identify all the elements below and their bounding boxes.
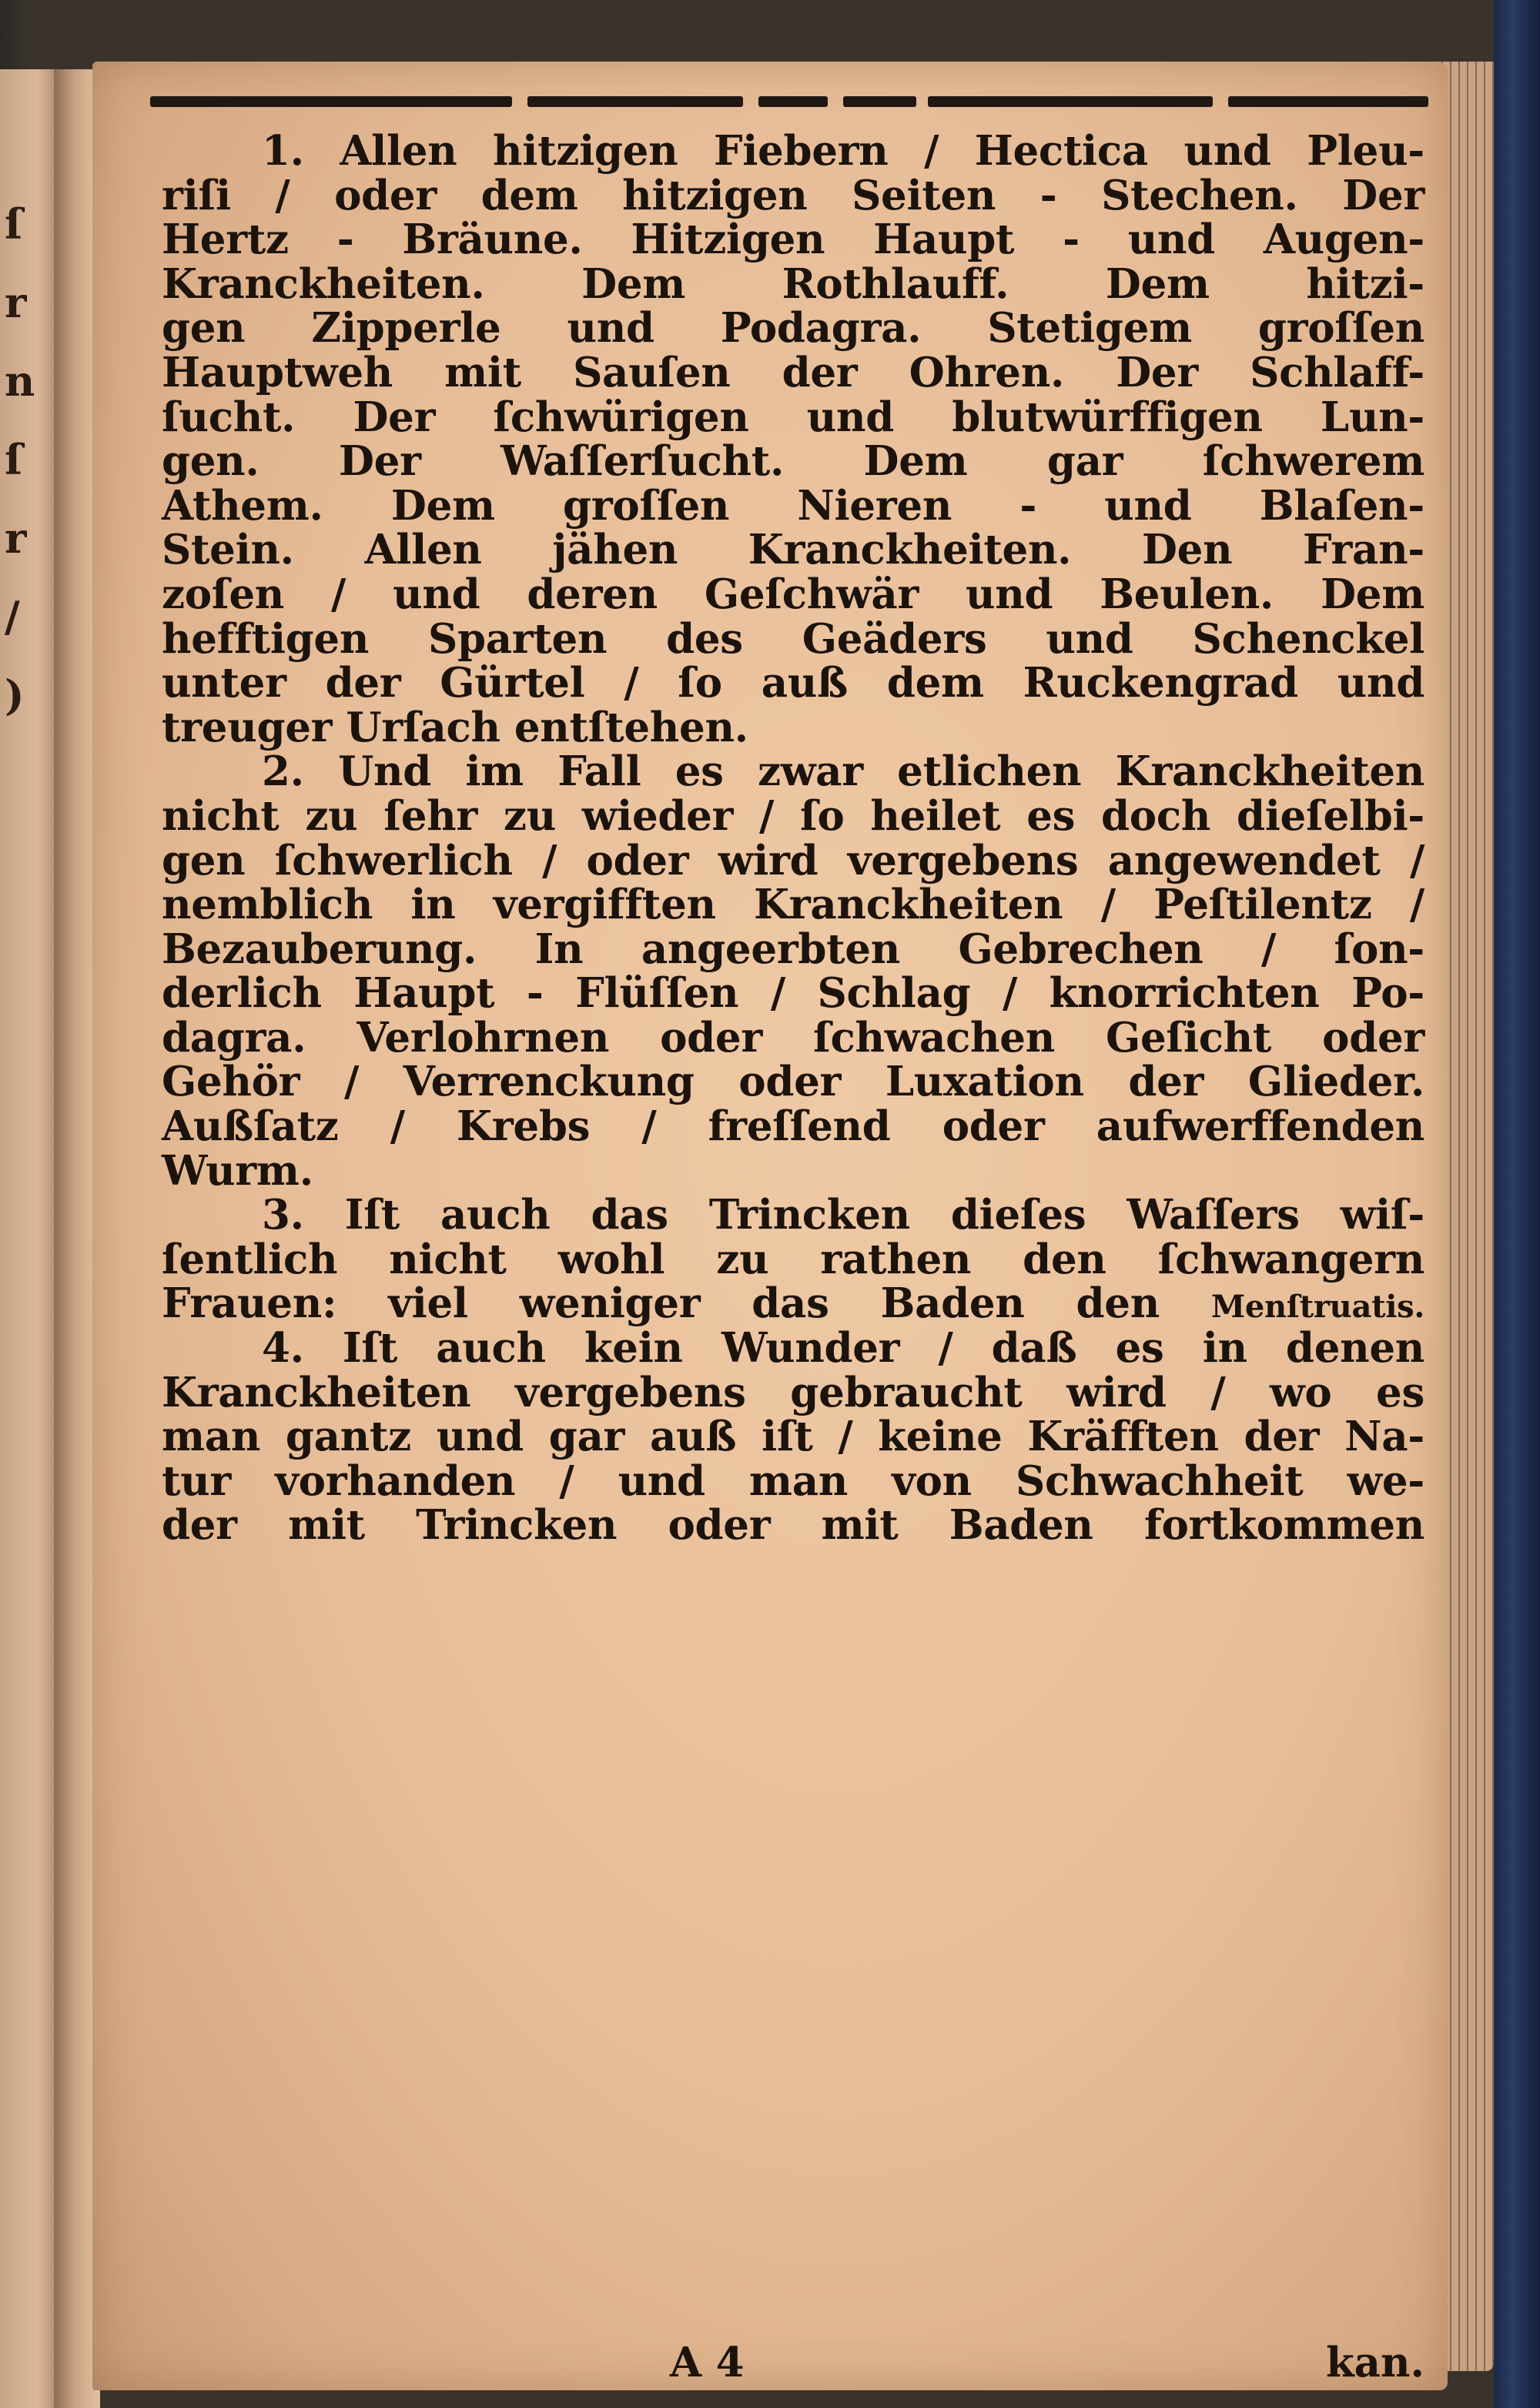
text-line: Kranckheiten. Dem Rothlauff. Dem hitzi-	[162, 259, 1424, 308]
header-rule	[150, 96, 1428, 107]
text-line: gen ſchwerlich / oder wird vergebens angewendet /	[162, 836, 1424, 885]
text-line: ſucht. Der ſchwürigen und blutwürffigen Lun-	[162, 393, 1424, 441]
text-line: ſentlich nicht wohl zu rathen den ſchwangern	[162, 1235, 1424, 1283]
text-line: unter der Gürtel / ſo auß dem Ruckengrad und	[162, 659, 1424, 707]
catchword: kan.	[1325, 2339, 1424, 2386]
text-line: 4. Iſt auch kein Wunder / daß es in denen	[262, 1324, 1424, 1373]
latin-word: Menſtruatis.	[1210, 1289, 1424, 1326]
fragment: n	[5, 356, 35, 406]
text-line: Bezauberung. In angeerbten Gebrechen / ſon-	[162, 925, 1424, 973]
fragment: ſ	[5, 199, 23, 249]
text-line: tur vorhanden / und man von Schwachheit we-	[162, 1457, 1424, 1505]
fragment: )	[5, 671, 25, 720]
text-line: Wurm.	[162, 1146, 313, 1195]
previous-page-edge	[0, 69, 56, 2408]
text-line: gen Zipperle und Podagra. Stetigem groſſen	[162, 304, 1424, 353]
text-line: Hertz - Bräune. Hitzigen Haupt - und Augen-	[162, 216, 1424, 264]
text-line: 3. Iſt auch das Trincken dieſes Waſſers wiſ-	[262, 1191, 1424, 1239]
text-line: 1. Allen hitzigen Fiebern / Hectica und Pleu-	[262, 127, 1424, 175]
page-text	[162, 129, 1424, 1548]
text-line: 2. Und im Fall es zwar etlichen Kranckheiten	[262, 747, 1425, 796]
text-line: man gantz und gar auß iſt / keine Kräfften der Na-	[162, 1413, 1424, 1461]
fragment: r	[5, 278, 27, 327]
paragraph-4	[162, 1326, 1424, 1548]
paragraph-number: 2.	[262, 747, 304, 796]
text-line: derlich Haupt - Flüſſen / Schlag / knorrichten Po-	[162, 969, 1424, 1018]
paragraph-number: 1.	[262, 127, 304, 175]
text-line: Gehör / Verrenckung oder Luxation der Glieder.	[162, 1058, 1424, 1106]
paragraph-number: 4.	[262, 1324, 304, 1373]
paragraph-3	[162, 1193, 1424, 1326]
text-line: zoſen / und deren Geſchwär und Beulen. Dem	[162, 570, 1424, 618]
text-line: nicht zu ſehr zu wieder / ſo heilet es doch dieſelbi-	[162, 791, 1424, 840]
text-line: Athem. Dem groſſen Nieren - und Blaſen-	[162, 481, 1424, 530]
text-line: treuger Urſach entſtehen.	[162, 703, 748, 751]
page-footer	[162, 2339, 1424, 2385]
fragment: /	[5, 592, 20, 641]
previous-page-fragments	[5, 185, 43, 734]
text-line: dagra. Verlohrnen oder ſchwachen Geſicht oder	[162, 1013, 1424, 1062]
text-line: gen. Der Waſſerſucht. Dem gar ſchwerem	[162, 437, 1424, 486]
signature-mark: A 4	[670, 2339, 745, 2386]
fragment: r	[5, 513, 27, 563]
paragraph-2	[162, 747, 1425, 1195]
text-line: Stein. Allen jähen Kranckheiten. Den Fran-	[162, 526, 1424, 574]
paragraph-number: 3.	[262, 1191, 304, 1239]
text-line: Außſatz / Krebs / freſſend oder aufwerffenden	[162, 1102, 1424, 1151]
text-line: hefftigen Sparten des Geäders und Schenckel	[162, 614, 1424, 663]
text-line: Frauen: viel weniger das Baden den Menſtruatis.	[162, 1279, 1424, 1328]
book-cover-edge	[1494, 0, 1540, 2408]
text-line: Kranckheiten vergebens gebraucht wird / wo es	[162, 1368, 1424, 1416]
text-line: der mit Trincken oder mit Baden fortkommen	[162, 1501, 1424, 1550]
text-line: riſi / oder dem hitzigen Seiten - Stechen. Der	[162, 171, 1424, 219]
text-line: Hauptweh mit Sauſen der Ohren. Der Schlaff-	[162, 348, 1424, 396]
paragraph-1	[162, 129, 1424, 750]
fragment: ſ	[5, 435, 23, 484]
text-line: nemblich in vergifften Kranckheiten / Peſtilentz /	[162, 881, 1424, 929]
